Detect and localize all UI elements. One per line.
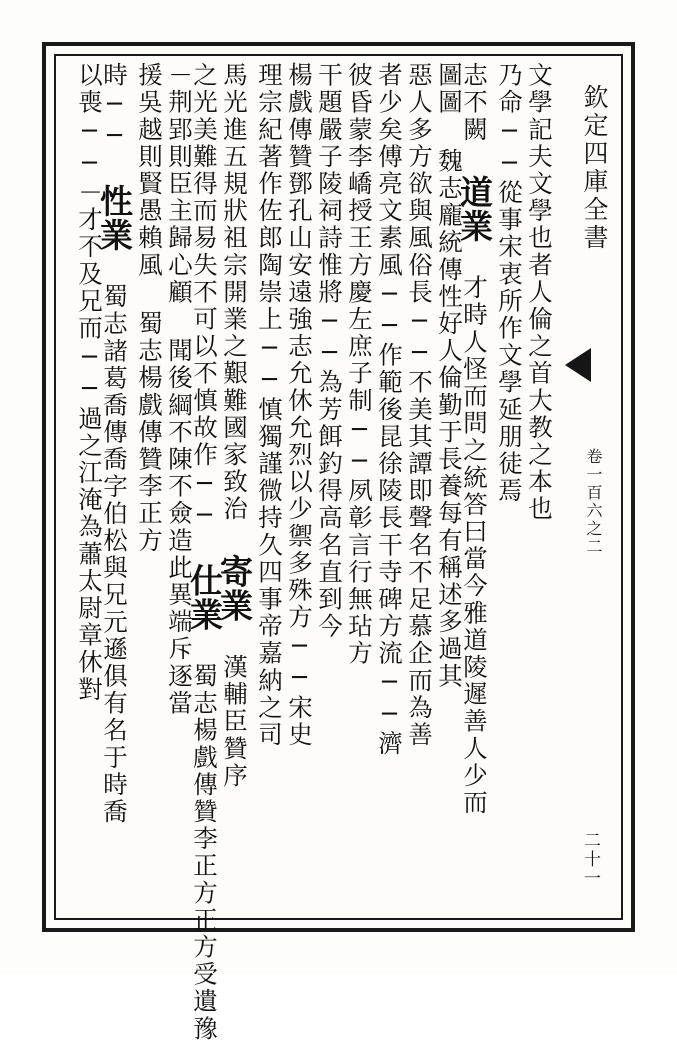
margin-band	[555, 60, 617, 914]
column-text: 楊戲傳贊鄧孔山安遠強志允休允烈以少禦多殊方──宋史	[285, 62, 314, 749]
column-text: 以喪──－才不及兄而──過之江淹為蕭太尉章休對	[75, 62, 104, 704]
section-heading: 寄業	[215, 554, 254, 623]
section-heading: 道業	[455, 174, 494, 243]
column-text-tail: 蜀志楊戲傳贊李正方正方受遺豫	[190, 662, 219, 1042]
text-block	[62, 60, 554, 1042]
column-text: 文學記夫文學也者人倫之首大教之本也	[525, 62, 554, 523]
text-column	[251, 60, 284, 914]
text-column	[281, 60, 314, 914]
column-text-mid: 魏志龐統傳性好人倫勤于長養每有稱述多過其	[435, 147, 464, 690]
text-column	[521, 60, 554, 914]
column-text: 理宗紀著作佐郎陶崇上──慎獨謹微持久四事帝嘉納之司	[255, 62, 284, 749]
column-text: 者少矣傅亮文素風──作範後昆徐陵長干寺碑方流──濟	[375, 62, 404, 758]
text-column	[161, 60, 194, 914]
column-text: 干題嚴子陵祠詩惟將──為芳餌釣得高名直到今	[315, 62, 344, 641]
column-text-tail: 蜀志諸葛喬傳喬字伯松與兄元遜俱有名于時喬	[100, 283, 129, 826]
volume-label: 卷一百六之二	[584, 448, 603, 556]
book-title: 欽定四庫全書	[580, 84, 609, 252]
column-text: 志不闕	[460, 62, 489, 144]
page-frame-outer	[42, 42, 635, 1042]
column-text: 彼昏蒙李嶠授王方慶左庶子制──夙彰言行無玷方	[345, 62, 374, 668]
column-text: －荆郢則臣主歸心顧	[165, 62, 194, 306]
column-text: 乃命──從事宋衷所作文學延朋徒焉	[495, 62, 524, 505]
column-text-tail: 才時人怪而問之統答曰當今雅道陵遲善人少而	[460, 274, 489, 817]
text-column	[341, 60, 374, 914]
text-column	[311, 60, 344, 914]
section-heading: 性業	[95, 183, 134, 252]
text-column	[131, 60, 164, 914]
column-text: 惡人多方欲與風俗長──不美其譚即聲名不足慕企而為善	[405, 62, 434, 749]
column-text-tail: 漢輔臣贊序	[220, 653, 249, 790]
fish-tail-icon	[565, 348, 591, 382]
text-column	[95, 60, 134, 914]
column-text-mid: 蜀志楊戲傳贊李正方	[135, 310, 164, 555]
text-column	[371, 60, 404, 914]
section-heading: 仕業	[185, 563, 224, 632]
text-column	[401, 60, 434, 914]
column-text: 馬光進五規狀祖宗開業之艱難國家致治	[220, 62, 249, 523]
text-column	[215, 60, 254, 914]
column-text-mid: 聞後綱不陳不僉造此異端斥逐當	[165, 337, 194, 717]
column-text: 援吳越則賢愚賴風	[135, 62, 164, 279]
page-number: 二十一	[580, 831, 600, 888]
column-text: 圖圖	[435, 62, 464, 117]
column-text: 時──	[100, 62, 129, 153]
column-text: 之光美難得而易失不可以不慎故作──	[190, 62, 219, 532]
text-column	[491, 60, 524, 914]
text-column	[185, 60, 224, 1042]
text-column	[455, 60, 494, 914]
